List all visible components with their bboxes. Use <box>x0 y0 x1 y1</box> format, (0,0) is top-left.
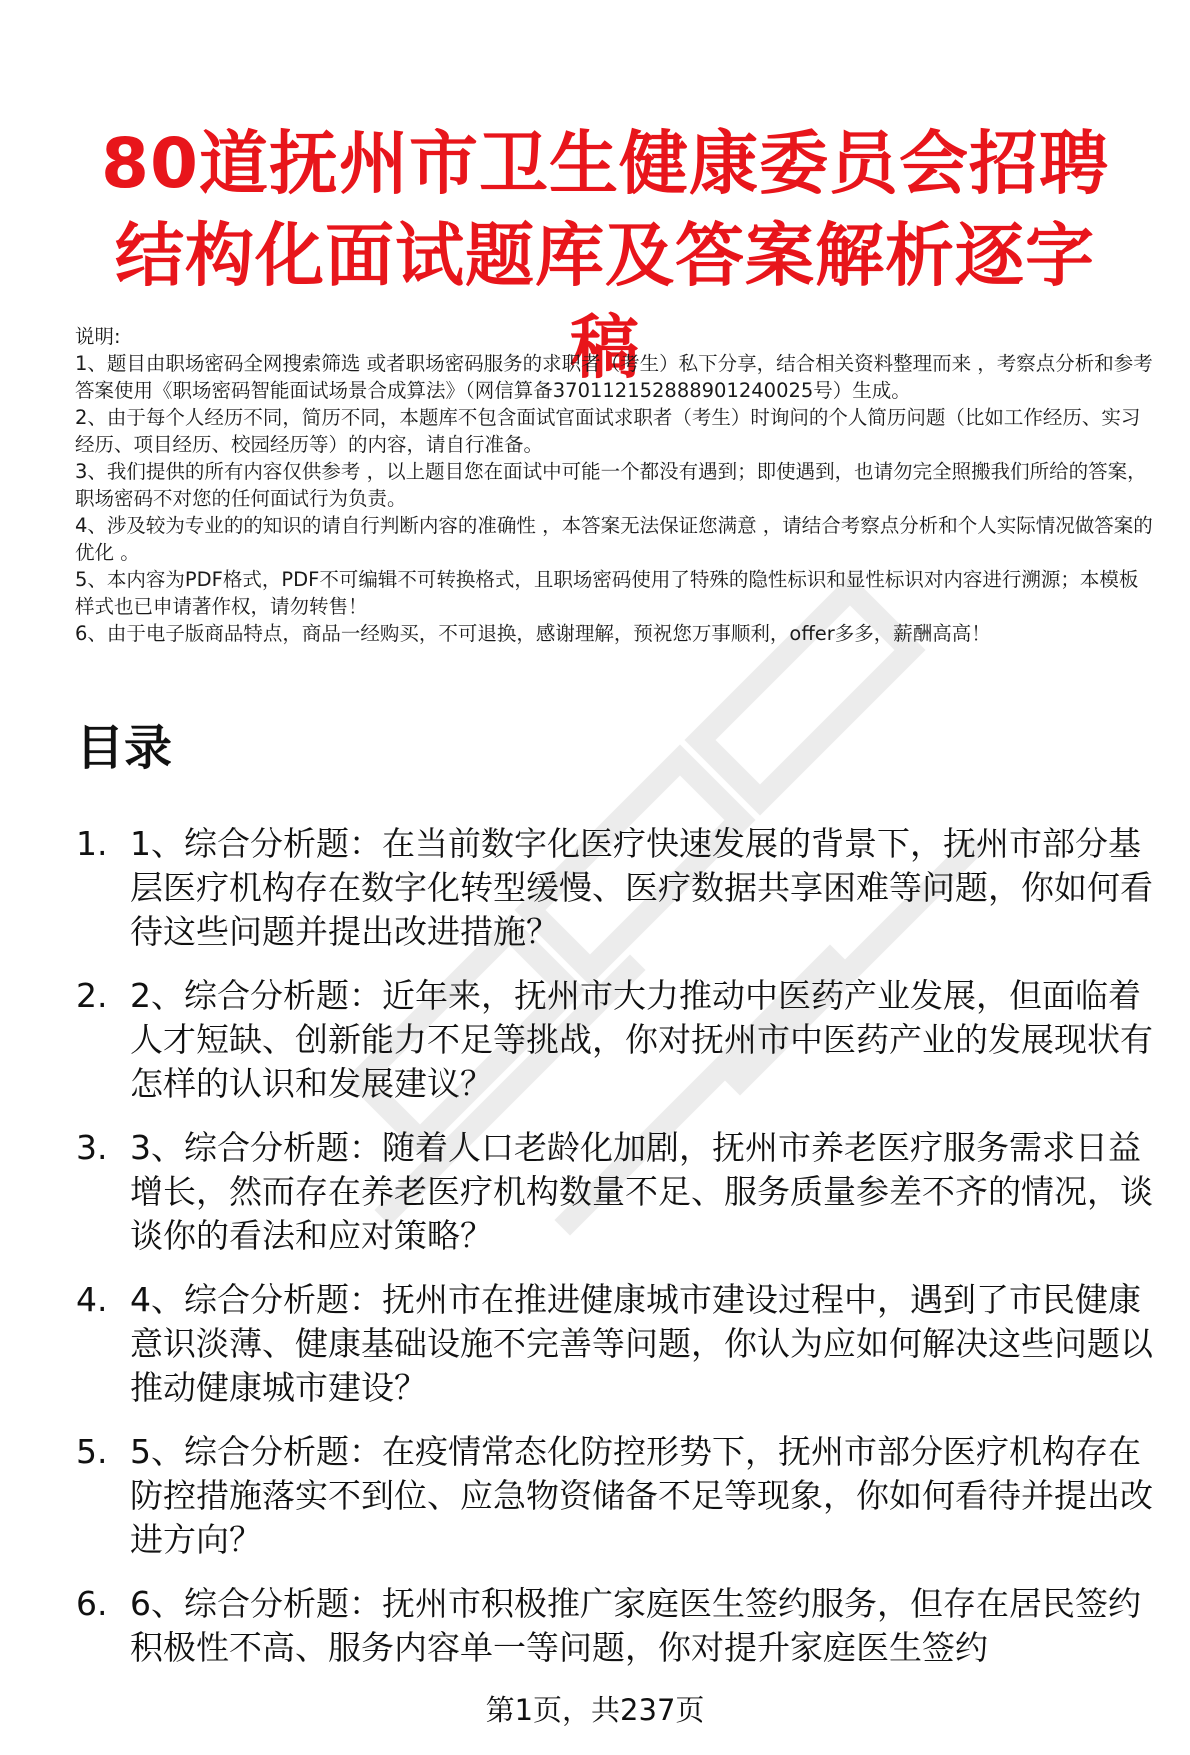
toc-item[interactable] <box>76 1582 1166 1670</box>
toc-item-text: 2、综合分析题：近年来，抚州市大力推动中医药产业发展，但面临着人才短缺、创新能力不足等挑战，你对抚州市中医药产业的发展现状有怎样的认识和发展建议？ <box>130 976 1153 1103</box>
toc-item-number: 6. <box>76 1584 108 1623</box>
toc-item-text: 1、综合分析题：在当前数字化医疗快速发展的背景下，抚州市部分基层医疗机构存在数字化转型缓慢、医疗数据共享困难等问题，你如何看待这些问题并提出改进措施？ <box>130 824 1153 951</box>
note-item: 5、本内容为PDF格式，PDF不可编辑不可转换格式，且职场密码使用了特殊的隐性标识和显性标识对内容进行溯源；本模板样式也已申请著作权，请勿转售！ <box>75 568 1139 618</box>
toc-item-number: 2. <box>76 976 108 1015</box>
toc-item-number: 4. <box>76 1280 108 1319</box>
note-item: 1、题目由职场密码全网搜索筛选 或者职场密码服务的求职者（考生）私下分享，结合相关资料整理而来 ，考察点分析和参考答案使用《职场密码智能面试场景合成算法》（网信算备370112152888901240025号）生成。 <box>75 352 1153 402</box>
note-item: 6、由于电子版商品特点，商品一经购买，不可退换，感谢理解，预祝您万事顺利，offer多多，薪酬高高！ <box>75 622 991 645</box>
note-item: 2、由于每个人经历不同，简历不同，本题库不包含面试官面试求职者（考生）时询问的个人简历问题（比如工作经历、实习经历、项目经历、校园经历等）的内容，请自行准备。 <box>75 406 1141 456</box>
notes-label: 说明: <box>75 325 121 348</box>
toc-item[interactable] <box>76 822 1166 954</box>
toc-heading: 目录 <box>76 720 173 776</box>
notes-section <box>75 323 1155 647</box>
toc-item-text: 4、综合分析题：抚州市在推进健康城市建设过程中，遇到了市民健康意识淡薄、健康基础设施不完善等问题，你认为应如何解决这些问题以推动健康城市建设？ <box>130 1280 1153 1407</box>
toc-list <box>76 822 1166 1690</box>
toc-item-number: 5. <box>76 1432 108 1471</box>
toc-item[interactable] <box>76 1430 1166 1562</box>
toc-item[interactable] <box>76 1126 1166 1258</box>
toc-item[interactable] <box>76 1278 1166 1410</box>
toc-item-text: 5、综合分析题：在疫情常态化防控形势下，抚州市部分医疗机构存在防控措施落实不到位、应急物资储备不足等现象，你如何看待并提出改进方向？ <box>130 1432 1153 1559</box>
note-item: 3、我们提供的所有内容仅供参考 ，以上题目您在面试中可能一个都没有遇到；即使遇到，也请勿完全照搬我们所给的答案，职场密码不对您的任何面试行为负责。 <box>75 460 1147 510</box>
page-footer: 第1页，共237页 <box>485 1693 705 1727</box>
toc-item-text: 3、综合分析题：随着人口老龄化加剧，抚州市养老医疗服务需求日益增长，然而存在养老医疗机构数量不足、服务质量参差不齐的情况，谈谈你的看法和应对策略？ <box>130 1128 1153 1255</box>
toc-item-text: 6、综合分析题：抚州市积极推广家庭医生签约服务，但存在居民签约积极性不高、服务内容单一等问题，你对提升家庭医生签约 <box>130 1584 1141 1667</box>
toc-item-number: 3. <box>76 1128 108 1167</box>
toc-item[interactable] <box>76 974 1166 1106</box>
document-title: 80道抚州市卫生健康委员会招聘结构化面试题库及答案解析逐字稿 <box>100 124 1110 388</box>
note-item: 4、涉及较为专业的的知识的请自行判断内容的准确性 ，本答案无法保证您满意 ，请结合考察点分析和个人实际情况做答案的优化 。 <box>75 514 1153 564</box>
toc-item-number: 1. <box>76 824 108 863</box>
